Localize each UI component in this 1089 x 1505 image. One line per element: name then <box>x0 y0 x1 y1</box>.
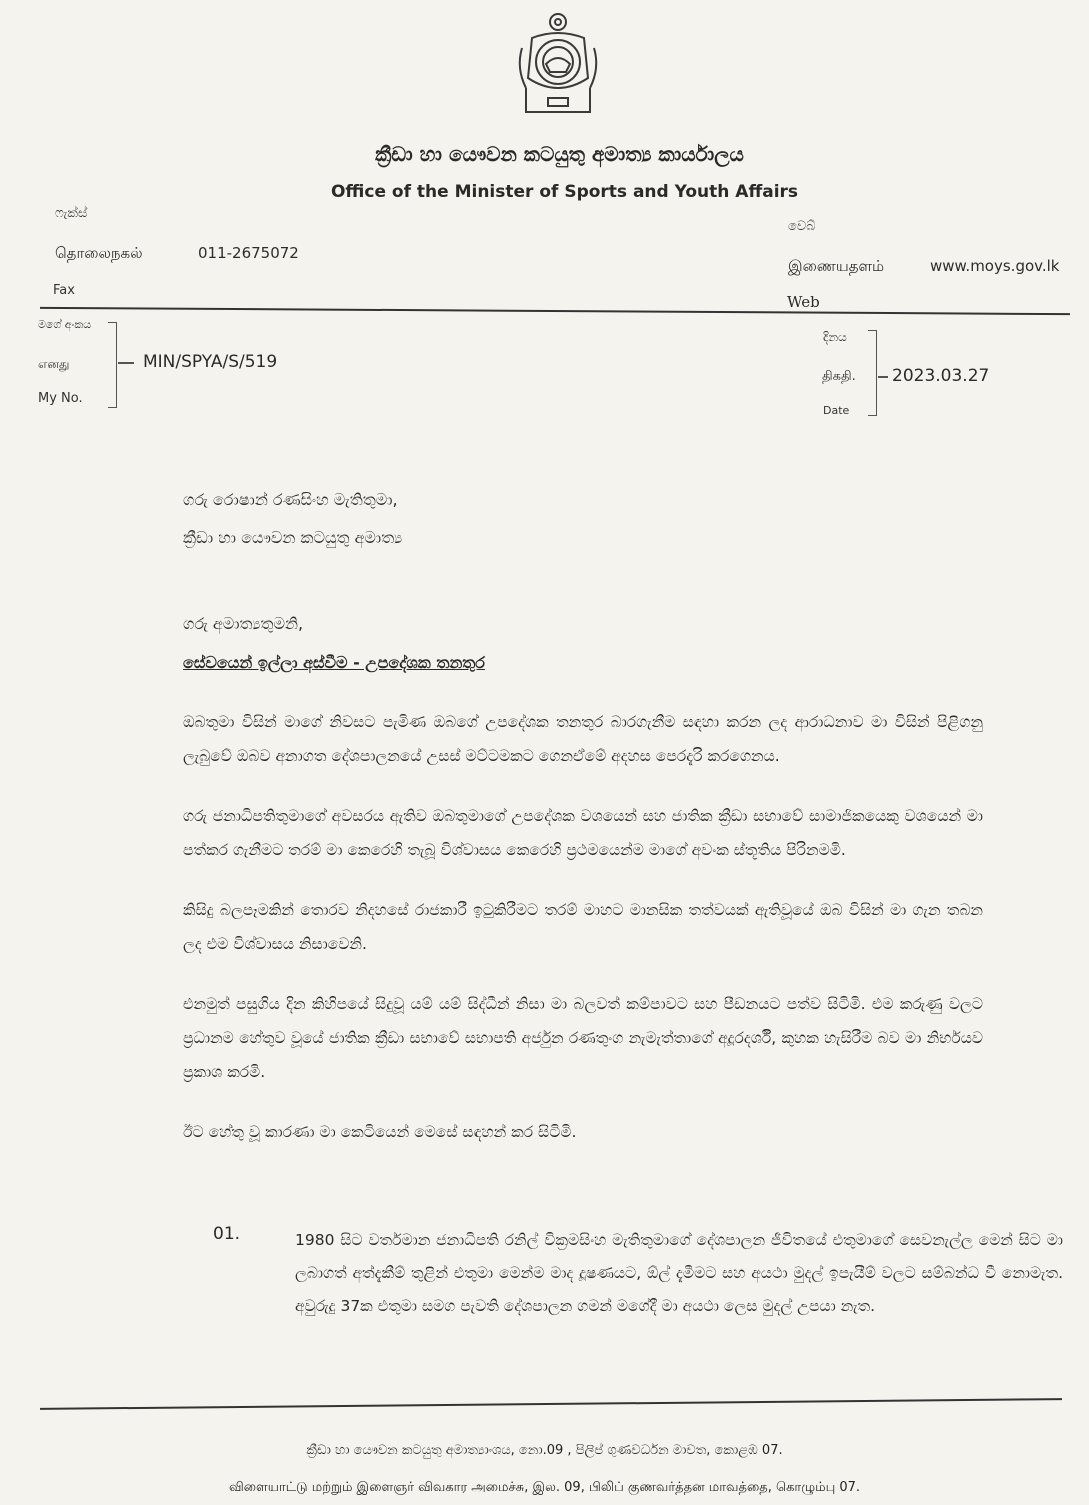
date-label-english: Date <box>823 404 850 417</box>
paragraph: ඊට හේතු වූ කාරණා මා කෙටියෙන් මෙසේ සඳහන් කර සිටිමි. <box>183 1123 577 1141</box>
letter-date: 2023.03.27 <box>892 366 990 386</box>
footer-divider <box>40 1398 1062 1410</box>
letter-body <box>183 705 983 1175</box>
web-label-english: Web <box>787 293 820 311</box>
fax-label-sinhala: ෆැක්ස් <box>55 206 88 221</box>
salutation: ගරු අමාත්‍යතුමනි, <box>183 614 304 633</box>
reference-brace <box>108 322 117 408</box>
reference-number: MIN/SPYA/S/519 <box>143 352 278 372</box>
office-title-sinhala: ක්‍රීඩා හා යෞවන කටයුතු අමාත්‍ය කාර්යාලය <box>375 142 744 166</box>
web-label-tamil: இணையதளம் <box>788 257 885 275</box>
phone-number: 011-2675072 <box>198 244 299 262</box>
recipient-title: ක්‍රීඩා හා යෞවන කටයුතු අමාත්‍ය <box>183 528 403 547</box>
date-brace <box>868 330 877 416</box>
reference-label-sinhala: මගේ අංකය <box>38 318 92 331</box>
recipient-name: ගරු රොෂාන් රණසිංහ මැතිතුමා, <box>183 490 398 509</box>
website-link[interactable]: www.moys.gov.lk <box>930 257 1060 275</box>
date-label-sinhala: දිනය <box>823 330 847 344</box>
state-emblem-icon <box>512 8 604 120</box>
reference-label-tamil: எனது <box>38 357 70 371</box>
letter-subject: සේවයෙන් ඉල්ලා අස්වීම - උපදේශක තනතුර <box>183 653 485 672</box>
paragraph: කිසිදු බලපෑමකින් තොරව නිදහසේ රාජකාරී ඉටුකිරීමට තරම් මාහට මානසික තත්වයක් ඇතිවූයේ ඔබ විසින් මා ගැන තබන ලද එම විශ්වාසය නිසාවෙනි. <box>183 901 983 953</box>
office-title-english: Office of the Minister of Sports and Youth Affairs <box>330 182 799 202</box>
header-divider <box>40 307 1070 315</box>
phone-label-tamil: தொலைநகல் <box>55 244 143 262</box>
paragraph: ගරු ජනාධිපතිතුමාගේ අවසරය ඇතිව ඔබතුමාගේ උපදේශක වශයෙන් සහ ජාතික ක්‍රීඩා සභාවේ සාමාජිකයෙකු වශයෙන් මා පත්කර ගැනීමට තරම් මා කෙරෙහි තැබූ විශ්වාසය කෙරෙහි ප්‍රථමයෙන්ම මාගේ අවංක ස්තූතිය පිරිනමමි. <box>183 807 983 859</box>
reference-label-english: My No. <box>38 391 83 406</box>
paragraph: ඔබතුමා විසින් මාගේ නිවසට පැමිණ ඔබගේ උපදේශක තනතුර බාරගැනීම සඳහා කරන ලද ආරාධනාව මා විසින් පිළිගනු ලැබුවේ ඔබව අනාගත දේශපාලනයේ උසස් මට්ටමකට ගෙනඒමේ අදහස පෙරදැරි කරගෙනය. <box>183 713 983 765</box>
fax-label-english: Fax <box>53 283 75 295</box>
list-item-text: 1980 සිට වර්තමාන ජනාධිපති රනිල් වික්‍රමසිංහ මැතිතුමාගේ දේශපාලන ජීවිතයේ එතුමාගේ සෙවනැල්ල මෙන් සිට මා ලබාගත් අත්දැකීම් තුළින් එතුමා මෙන්ම මාද දූෂණයට, ඕල් දැමීමට සහ අයථා මුදල් ඉපැයීම් වලට සම්බන්ධ වී නොමැත. අවුරුදු 37ක එතුමා සමග පැවති දේශපාලන ගමන් මගේදී මා අයථා ලෙස මුදල් උපයා නැත. <box>295 1231 1063 1315</box>
date-label-tamil: திகதி. <box>822 369 856 384</box>
footer-address-sinhala: ක්‍රීඩා හා යෞවන කටයුතු අමාත්‍යාංශය, නො.09 , පිලිප් ගුණවර්ධන මාවත, කොළඹ 07. <box>306 1443 783 1458</box>
list-item-number: 01. <box>213 1224 241 1244</box>
date-dash <box>878 376 888 378</box>
footer-address-tamil: விளையாட்டு மற்றும் இளைஞர் விவகார அமைச்சு, இல. 09, பிலிப் குணவர்த்தன மாவத்தை, கொழும்பு 07. <box>228 1480 861 1495</box>
web-label-sinhala: වෙබ් <box>788 219 816 234</box>
reference-dash <box>118 362 134 364</box>
paragraph: එනමුත් පසුගිය දින කිහිපයේ සිදුවූ යම් යම් සිද්ධීන් නිසා මා බලවත් කම්පාවට සහ පීඩනයට පත්ව සිටිමි. එම කරුණු වලට ප්‍රධානම හේතුව වූයේ ජාතික ක්‍රීඩා සභාවේ සභාපති අර්ජුන රණතුංග නැමැත්තාගේ අදූරදර්ශී, කුහක හැසිරීම බව මා නිර්භයව ප්‍රකාශ කරමි. <box>183 995 983 1081</box>
